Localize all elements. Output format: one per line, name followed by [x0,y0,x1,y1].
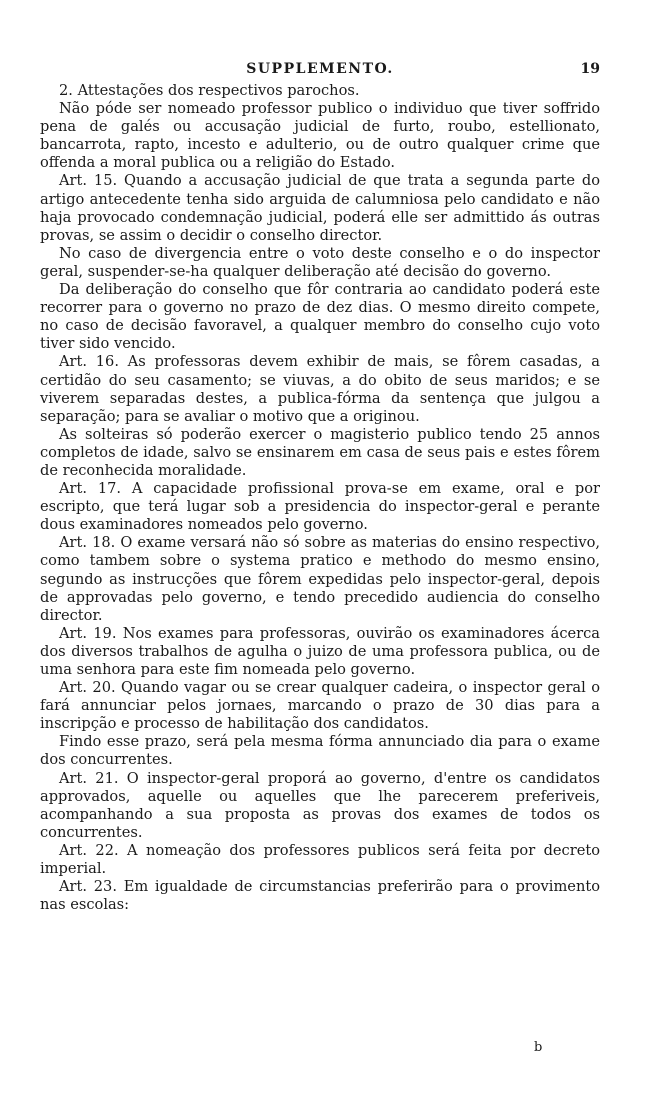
paragraph: Art. 22. A nomeação dos professores publicos será feita por decreto imperial. [40,841,600,878]
paragraph: Art. 17. A capacidade profissional prova-se em exame, oral e por escripto, que terá lugar sob a presidencia do inspector-geral e perante dous examinadores nomeados pelo governo. [40,480,600,534]
paragraph: Da deliberação do conselho que fôr contraria ao candidato poderá este recorrer para o governo no prazo de dez dias. O mesmo direito compete, no caso de decisão favoravel, a qualquer membro do conselho cujo voto tiver sido vencido. [40,281,600,353]
paragraph: Art. 23. Em igualdade de circumstancias preferirão para o provimento nas escolas: [40,878,600,914]
paragraph: Art. 16. As professoras devem exhibir de mais, se fôrem casadas, a certidão do seu casamento; se viuvas, a do obito de seus maridos; e se viverem separadas destes, a publica-fórma da sentença que julgou a separação; para se avaliar o motivo que a originou. [40,353,600,425]
paragraph: Findo esse prazo, será pela mesma fórma annunciado dia para o exame dos concurrentes. [40,733,600,769]
paragraph: Art. 15. Quando a accusação judicial de que trata a segunda parte do artigo antecedente tenha sido arguida de calumniosa pelo candidato e não haja provocado condemnação judicial, poderá elle ser admittido ás outras provas, se assim o decidir o conselho director. [40,172,600,244]
document-page [40,58,600,914]
paragraph: No caso de divergencia entre o voto deste conselho e o do inspector geral, suspender-se-ha qualquer deliberação até decisão do governo. [40,244,600,280]
paragraph: Não póde ser nomeado professor publico o individuo que tiver soffrido pena de galés ou accusação judicial de furto, roubo, estellionato, bancarrota, rapto, incesto e adulterio, ou de outro qualquer crime que offenda a moral publica ou a religião do Estado. [40,100,600,172]
running-title: SUPPLEMENTO. [246,61,394,77]
paragraph: Art. 20. Quando vagar ou se crear qualquer cadeira, o inspector geral o fará annunciar pelos jornaes, marcando o prazo de 30 dias para a inscripção e processo de habilitação dos candidatos. [40,679,600,733]
paragraph: Art. 18. O exame versará não só sobre as materias do ensino respectivo, como tambem sobre o systema pratico e methodo do mesmo ensino, segundo as instrucções que fôrem expedidas pelo inspector-geral, depois de approvadas pelo governo, e tendo precedido audiencia do conselho director. [40,534,600,624]
page-body [40,82,600,914]
page-number: 19 [580,61,600,77]
paragraph: As solteiras só poderão exercer o magisterio publico tendo 25 annos completos de idade, salvo se ensinarem em casa de seus pais e estes fôrem de reconhecida moralidade. [40,425,600,479]
page-header [40,58,600,82]
paragraph: Art. 21. O inspector-geral proporá ao governo, d'entre os candidatos approvados, aquelle ou aquelles que lhe parecerem preferiveis, acompanhando a sua proposta as provas dos exames de todos os concurrentes. [40,769,600,841]
signature-mark: b [534,1040,543,1055]
paragraph: Art. 19. Nos exames para professoras, ouvirão os examinadores ácerca dos diversos trabalhos de agulha o juizo de uma professora publica, ou de uma senhora para este fim nomeada pelo governo. [40,624,600,678]
paragraph: 2. Attestações dos respectivos parochos. [59,82,360,99]
